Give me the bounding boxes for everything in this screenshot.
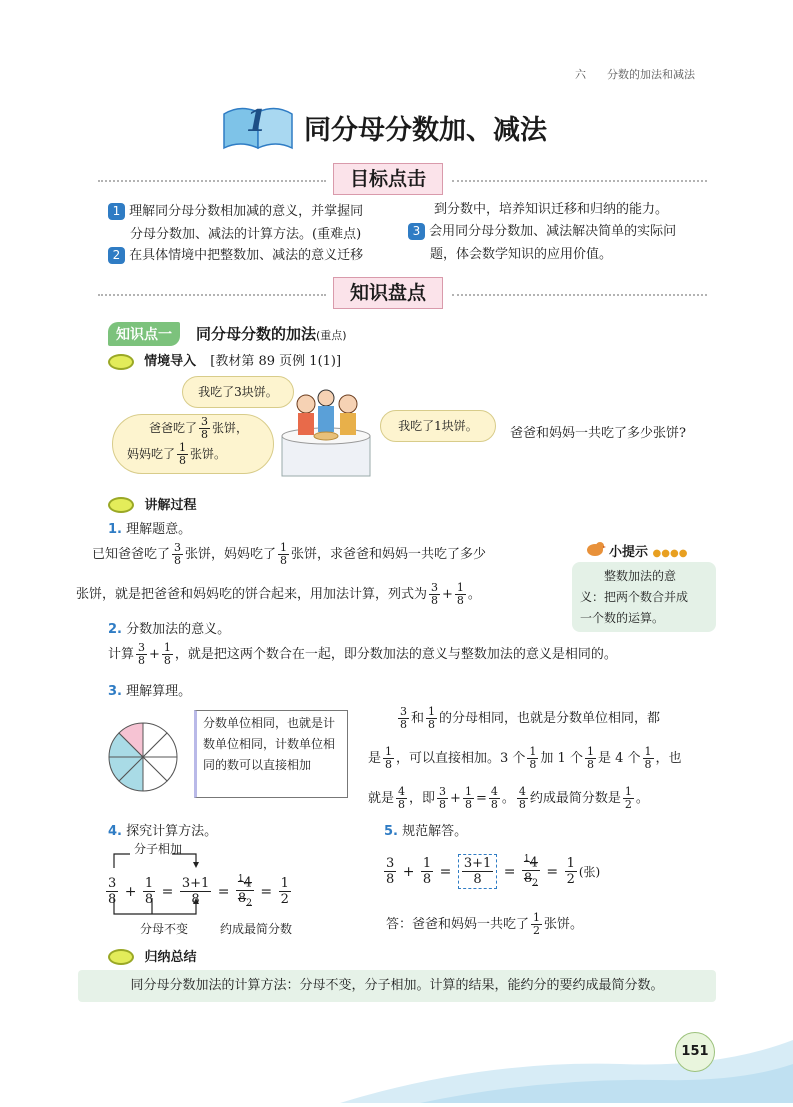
- scene-question: 爸爸和妈妈一共吃了多少张饼?: [510, 426, 686, 441]
- goal-2-continued: 到分数中，培养知识迁移和归纳的能力。: [434, 202, 669, 217]
- step-1-title: [108, 518, 191, 537]
- bird-icon: [584, 538, 606, 558]
- summary-label: 归纳总结: [144, 950, 197, 965]
- footer-wave: [0, 1020, 793, 1103]
- step-2-line: 计算 $\frac{3}{8}$ + $\frac{1}{8}$ ，就是把这两个数合在一起，即分数加法的意义与整数加法的意义是相同的。: [108, 641, 617, 667]
- step-3-right-line1: $\frac{3}{8}$ 和 $\frac{1}{8}$ 的分母相同，也就是分数单位相同，都: [400, 705, 661, 731]
- chapter-number: 六: [575, 68, 586, 81]
- step-3-right-line2: 是 $\frac{1}{8}$ ，可以直接相加。3 个 $\frac{1}{8}$ 加 1 个 $\frac{1}{8}$ 是 4 个 $\frac{1}{8}$ ，也: [368, 745, 682, 771]
- goal-3-line1: 会用同分母分数加、减法解决简单的实际问: [429, 224, 677, 239]
- step-4-bottom-left-label: 分母不变: [140, 922, 189, 936]
- goals-divider-right: [452, 180, 707, 182]
- summary-box: [78, 970, 716, 1002]
- bubble-left-d: 张饼。: [190, 447, 227, 461]
- bubble-left-a: 爸爸吃了: [149, 421, 198, 435]
- summary-text: 同分母分数加法的计算方法：分母不变，分子相加。计算的结果，能约分的要约成最简分数。: [130, 978, 664, 993]
- eye-tag-icon: [108, 354, 134, 370]
- bubble-left-b: 张饼，: [212, 421, 249, 435]
- step-4-title: 4. 探究计算方法。: [108, 824, 218, 839]
- tip-line1: 整数加法的意: [604, 569, 677, 583]
- tip-line2: 义：把两个数合并成: [580, 590, 689, 604]
- step-4-bottom-right-label: 约成最简分数: [220, 922, 293, 936]
- explain-header: [108, 494, 196, 513]
- goal-item-2: [108, 246, 408, 266]
- tip-title: [609, 541, 687, 560]
- goal-2-line1: 在具体情境中把整数加、减法的意义迁移: [129, 248, 364, 263]
- eye-tag-icon-2: [108, 497, 134, 513]
- step-5-answer: 答：爸爸和妈妈一共吃了 $\frac{1}{2}$ 张饼。: [386, 911, 584, 937]
- bubble-right-text: 我吃了1块饼。: [398, 419, 478, 433]
- goal-badge-2: 2: [108, 247, 125, 264]
- step-4-equation: $\frac{3}{8}$ + $\frac{1}{8}$ = $\frac{3+1}{8}$ = $\frac{^14}{8_2}$ = $\frac{1}{2}$: [108, 874, 289, 909]
- goal-item-3: [408, 220, 728, 266]
- tip-dots-icon: ●●●●: [652, 548, 688, 559]
- goal-item-1: [108, 200, 408, 246]
- bubble-left: 爸爸吃了 $\frac{3}{8}$ 张饼， 妈妈吃了 $\frac{1}{8}$ 张饼。: [112, 414, 274, 474]
- lesson-title: 同分母分数加、减法: [304, 115, 547, 146]
- step-3-right-line3: 就是 $\frac{4}{8}$ ，即 $\frac{3}{8}$ + $\frac{1}{8}$ = $\frac{4}{8}$ 。 $\frac{4}{8}$ 约成最简分数是 $\frac{1}{2}$ 。: [368, 785, 649, 811]
- step-3-note-box: [194, 710, 348, 798]
- tip-title-text: 小提示: [609, 545, 649, 560]
- scene-header: [108, 350, 341, 370]
- scene-label: 情境导入: [144, 354, 197, 369]
- step-5-title: 5. 规范解答。: [384, 824, 468, 839]
- knowledge-point-note: (重点): [316, 329, 347, 342]
- step-1-line1: 已知爸爸吃了 $\frac{3}{8}$ 张饼，妈妈吃了 $\frac{1}{8}$ 张饼，求爸爸和妈妈一共吃了多少: [92, 541, 487, 567]
- goal-1-line2: 分母分数加、减法的计算方法。(重难点): [130, 227, 362, 242]
- goal-badge-3: 3: [408, 223, 425, 240]
- summary-header: [108, 946, 196, 965]
- step-1-title-text: 理解题意。: [126, 522, 192, 537]
- step-3-note-text: 分数单位相同，也就是计数单位相同，计数单位相同的数可以直接相加: [203, 716, 336, 772]
- knowledge-point-title-text: 同分母分数的加法: [196, 325, 317, 343]
- eye-tag-icon-3: [108, 949, 134, 965]
- bubble-top-text: 我吃了3块饼。: [198, 385, 278, 399]
- chapter-title: 分数的加法和减法: [607, 68, 695, 81]
- bubble-left-c: 妈妈吃了: [127, 447, 176, 461]
- family-illustration: [278, 384, 374, 480]
- step-1-number: 1.: [108, 522, 122, 537]
- knowledge-banner: 知识盘点: [333, 277, 443, 309]
- explain-label: 讲解过程: [144, 498, 197, 513]
- step-5-equation: $\frac{3}{8}$ + $\frac{1}{8}$ = $\frac{3+1}{8}$ = $\frac{^14}{8_2}$ = $\frac{1}{2}$ (张): [386, 854, 601, 889]
- knowledge-divider-right: [452, 294, 707, 296]
- goal-1-line1: 理解同分母分数相加减的意义，并掌握同: [129, 204, 364, 219]
- goals-banner: 目标点击: [333, 163, 443, 195]
- knowledge-divider-left: [98, 294, 326, 296]
- fraction-circle-diagram: [106, 720, 180, 794]
- lesson-number: 1: [246, 104, 267, 139]
- knowledge-point-tag: 知识点一: [108, 322, 180, 346]
- page-number: [675, 1032, 715, 1072]
- tip-box: [572, 562, 716, 632]
- step-1-line2: 张饼，就是把爸爸和妈妈吃的饼合起来，用加法计算，列式为 $\frac{3}{8}$ + $\frac{1}{8}$ 。: [76, 581, 481, 607]
- goal-3-line2: 题，体会数学知识的应用价值。: [430, 247, 613, 262]
- goals-divider-left: [98, 180, 326, 182]
- page-number-text: 151: [681, 1044, 709, 1059]
- step-4-top-label: 分子相加: [134, 842, 183, 856]
- running-header: [575, 66, 695, 82]
- scene-reference: [教材第 89 页例 1(1)]: [210, 354, 342, 369]
- step-2-title: 2. 分数加法的意义。: [108, 622, 231, 637]
- tip-line3: 一个数的运算。: [580, 611, 665, 625]
- bubble-right: [380, 410, 496, 442]
- knowledge-point-title: [196, 323, 347, 344]
- step-3-title: 3. 理解算理。: [108, 684, 192, 699]
- goal-badge-1: 1: [108, 203, 125, 220]
